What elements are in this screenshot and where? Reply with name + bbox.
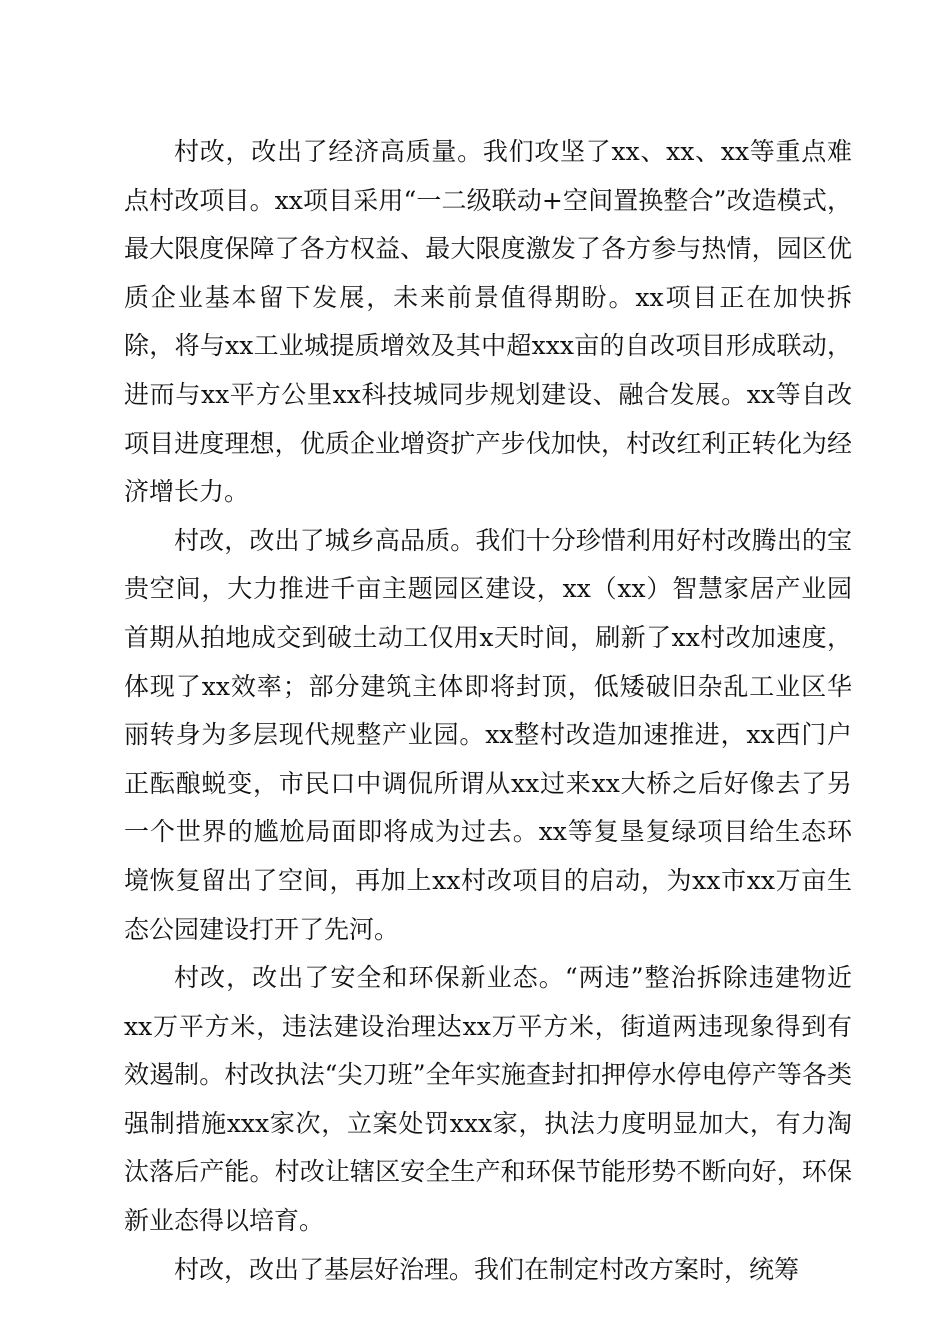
- paragraph-safety-environment: 村改，改出了安全和环保新业态。“两违”整治拆除违建物近xx万平方米，违法建设治理达xx万平方米，街道两违现象得到有效遏制。村改执法“尖刀班”全年实施查封扣押停水停电停产等各类强制措施xxx家次，立案处罚xxx家，执法力度明显加大，有力淘汰落后产能。村改让辖区安全生产和环保节能形势不断向好，环保新业态得以培育。: [124, 963, 852, 1236]
- paragraph-governance: 村改，改出了基层好治理。我们在制定村改方案时，统筹: [174, 1254, 800, 1284]
- paragraph-urban-rural: 村改，改出了城乡高品质。我们十分珍惜利用好村改腾出的宝贵空间，大力推进千亩主题园区建设，xx（xx）智慧家居产业园首期从拍地成交到破土动工仅用x天时间，刷新了xx村改加速度，体现了xx效率；部分建筑主体即将封顶，低矮破旧杂乱工业区华丽转身为多层现代规整产业园。xx整村改造加速推进，xx西门户正酝酿蜕变，市民口中调侃所谓从xx过来xx大桥之后好像去了另一个世界的尴尬局面即将成为过去。xx等复垦复绿项目给生态环境恢复留出了空间，再加上xx村改项目的启动，为xx市xx万亩生态公园建设打开了先河。: [124, 525, 852, 944]
- paragraph-economy: 村改，改出了经济高质量。我们攻坚了xx、xx、xx等重点难点村改项目。xx项目采用“一二级联动+空间置换整合”改造模式，最大限度保障了各方权益、最大限度激发了各方参与热情，园区优质企业基本留下发展，未来前景值得期盼。xx项目正在加快拆除，将与xx工业城提质增效及其中超xxx亩的自改项目形成联动，进而与xx平方公里xx科技城同步规划建设、融合发展。xx等自改项目进度理想，优质企业增资扩产步伐加快，村改红利正转化为经济增长力。: [124, 137, 852, 507]
- document-body: [124, 128, 852, 1294]
